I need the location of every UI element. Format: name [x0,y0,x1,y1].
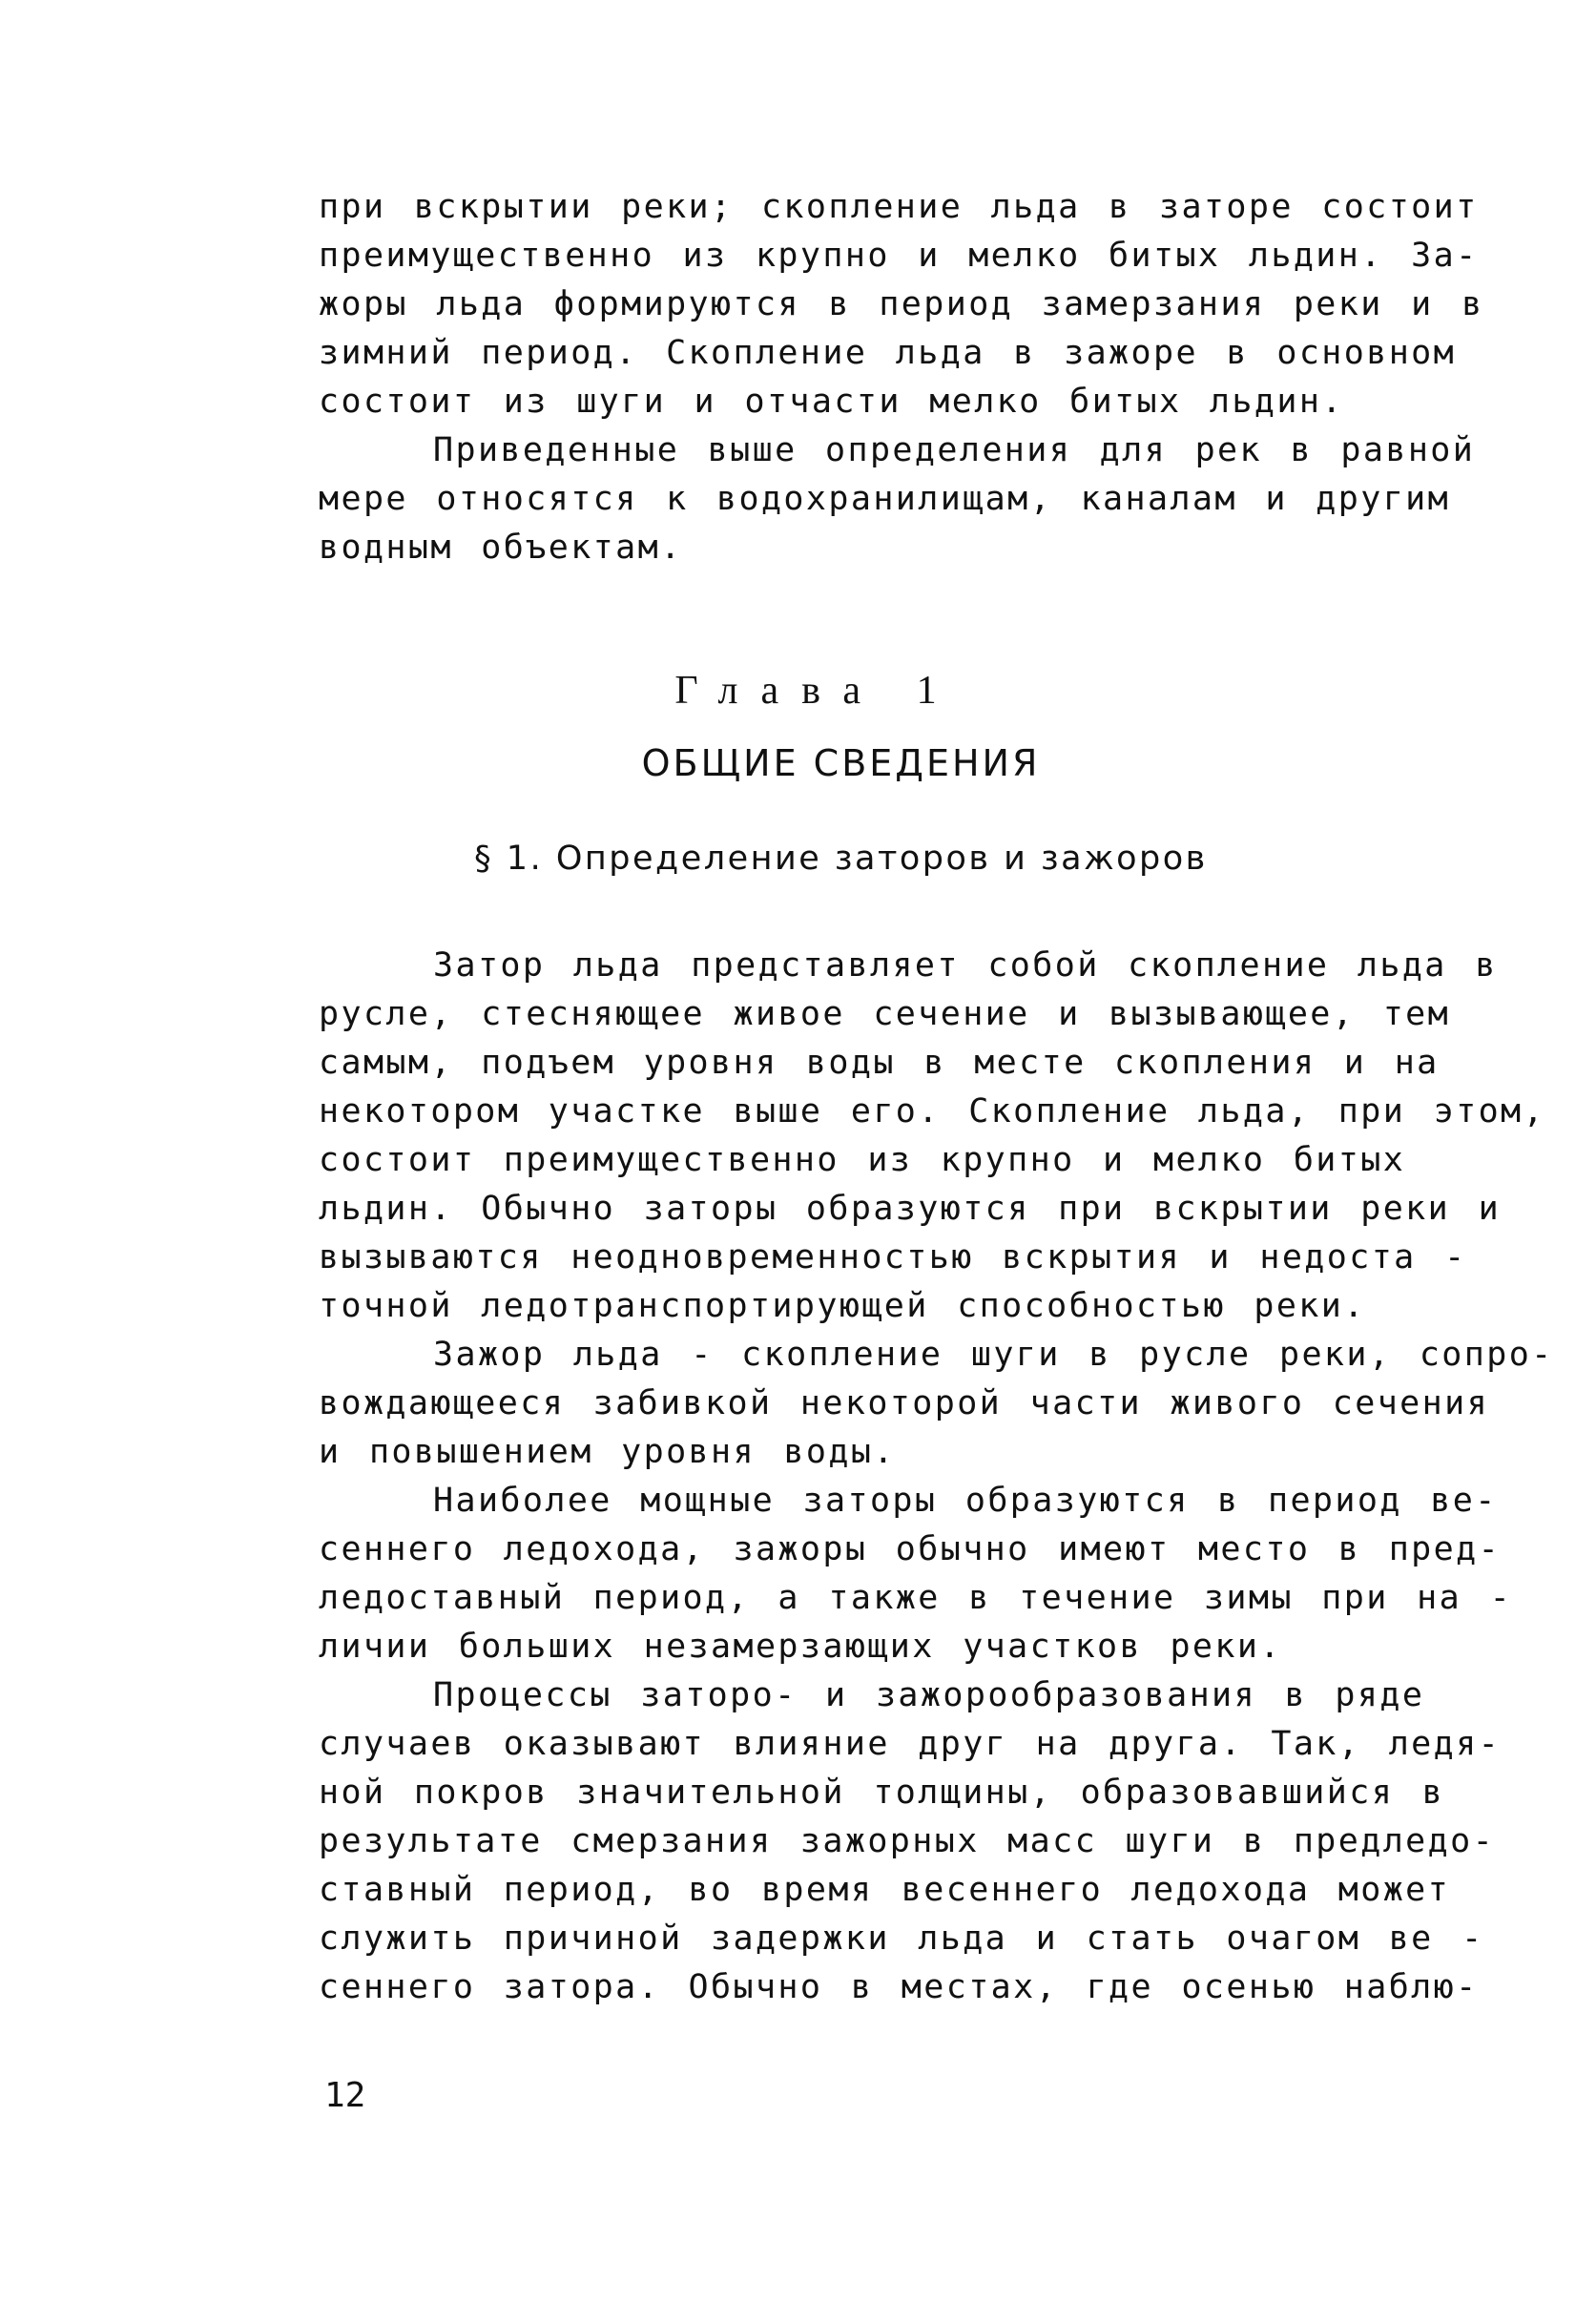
text-line: и повышением уровня воды. [319,1433,896,1471]
chapter-title: ОБЩИЕ СВЕДЕНИЯ [641,742,1041,784]
text-line: служить причиной задержки льда и стать очагом ве - [319,1919,1484,1958]
text-line: Процессы заторо- и зажорообразования в ряде [433,1676,1425,1714]
intro-paragraphs [319,183,1549,572]
text-line: льдин. Обычно заторы образуются при вскрытии реки и [319,1190,1502,1228]
text-line: точной ледотранспортирующей способностью реки. [319,1287,1366,1325]
text-line: Затор льда представляет собой скопление льда в [433,946,1498,985]
page-number: 12 [324,2076,366,2115]
text-line: жоры льда формируются в период замерзания реки и в [319,285,1484,323]
text-line: зимний период. Скопление льда в зажоре в основном [319,334,1457,372]
text-line: Приведенные выше определения для рек в равной [433,431,1476,469]
text-line: самым, подъем уровня воды в месте скопления и на [319,1044,1440,1082]
text-line: результате смерзания зажорных масс шуги в предледо- [319,1822,1496,1860]
text-line: сеннего затора. Обычно в местах, где осенью наблю- [319,1968,1479,2006]
text-line: состоит из шуги и отчасти мелко битых льдин. [319,383,1344,421]
text-line: ной покров значительной толщины, образовавшийся в [319,1774,1445,1812]
text-line: вызываются неодновременностью вскрытия и недоста - [319,1238,1467,1276]
text-line: русле, стесняющее живое сечение и вызывающее, тем [319,995,1451,1033]
text-line: ледоставный период, а также в течение зимы при на - [319,1579,1513,1617]
text-line: случаев оказывают влияние друг на друга. Так, ледя- [319,1725,1502,1763]
text-line: преимущественно из крупно и мелко битых льдин. За- [319,237,1479,275]
text-line: ставный период, во время весеннего ледохода может [319,1871,1451,1909]
section-heading: § 1. Определение заторов и зажоров [474,840,1208,878]
text-line: личии больших незамерзающих участков реки. [319,1628,1282,1666]
text-line: Наиболее мощные заторы образуются в период ве- [433,1482,1498,1520]
chapter-label: Глава 1 [674,669,960,713]
text-line: Зажор льда - скопление шуги в русле реки, сопро- [433,1336,1554,1374]
text-line: мере относятся к водохранилищам, каналам и другим [319,480,1451,518]
text-line: некотором участке выше его. Скопление льда, при этом, [319,1092,1546,1131]
text-line: вождающееся забивкой некоторой части живого сечения [319,1384,1490,1422]
text-line: сеннего ледохода, зажоры обычно имеют место в пред- [319,1530,1502,1568]
text-line: при вскрытии реки; скопление льда в заторе состоит [319,188,1479,226]
text-line: состоит преимущественно из крупно и мелко битых [319,1141,1406,1179]
body-paragraphs [319,942,1554,2012]
text-line: водным объектам. [319,529,683,567]
